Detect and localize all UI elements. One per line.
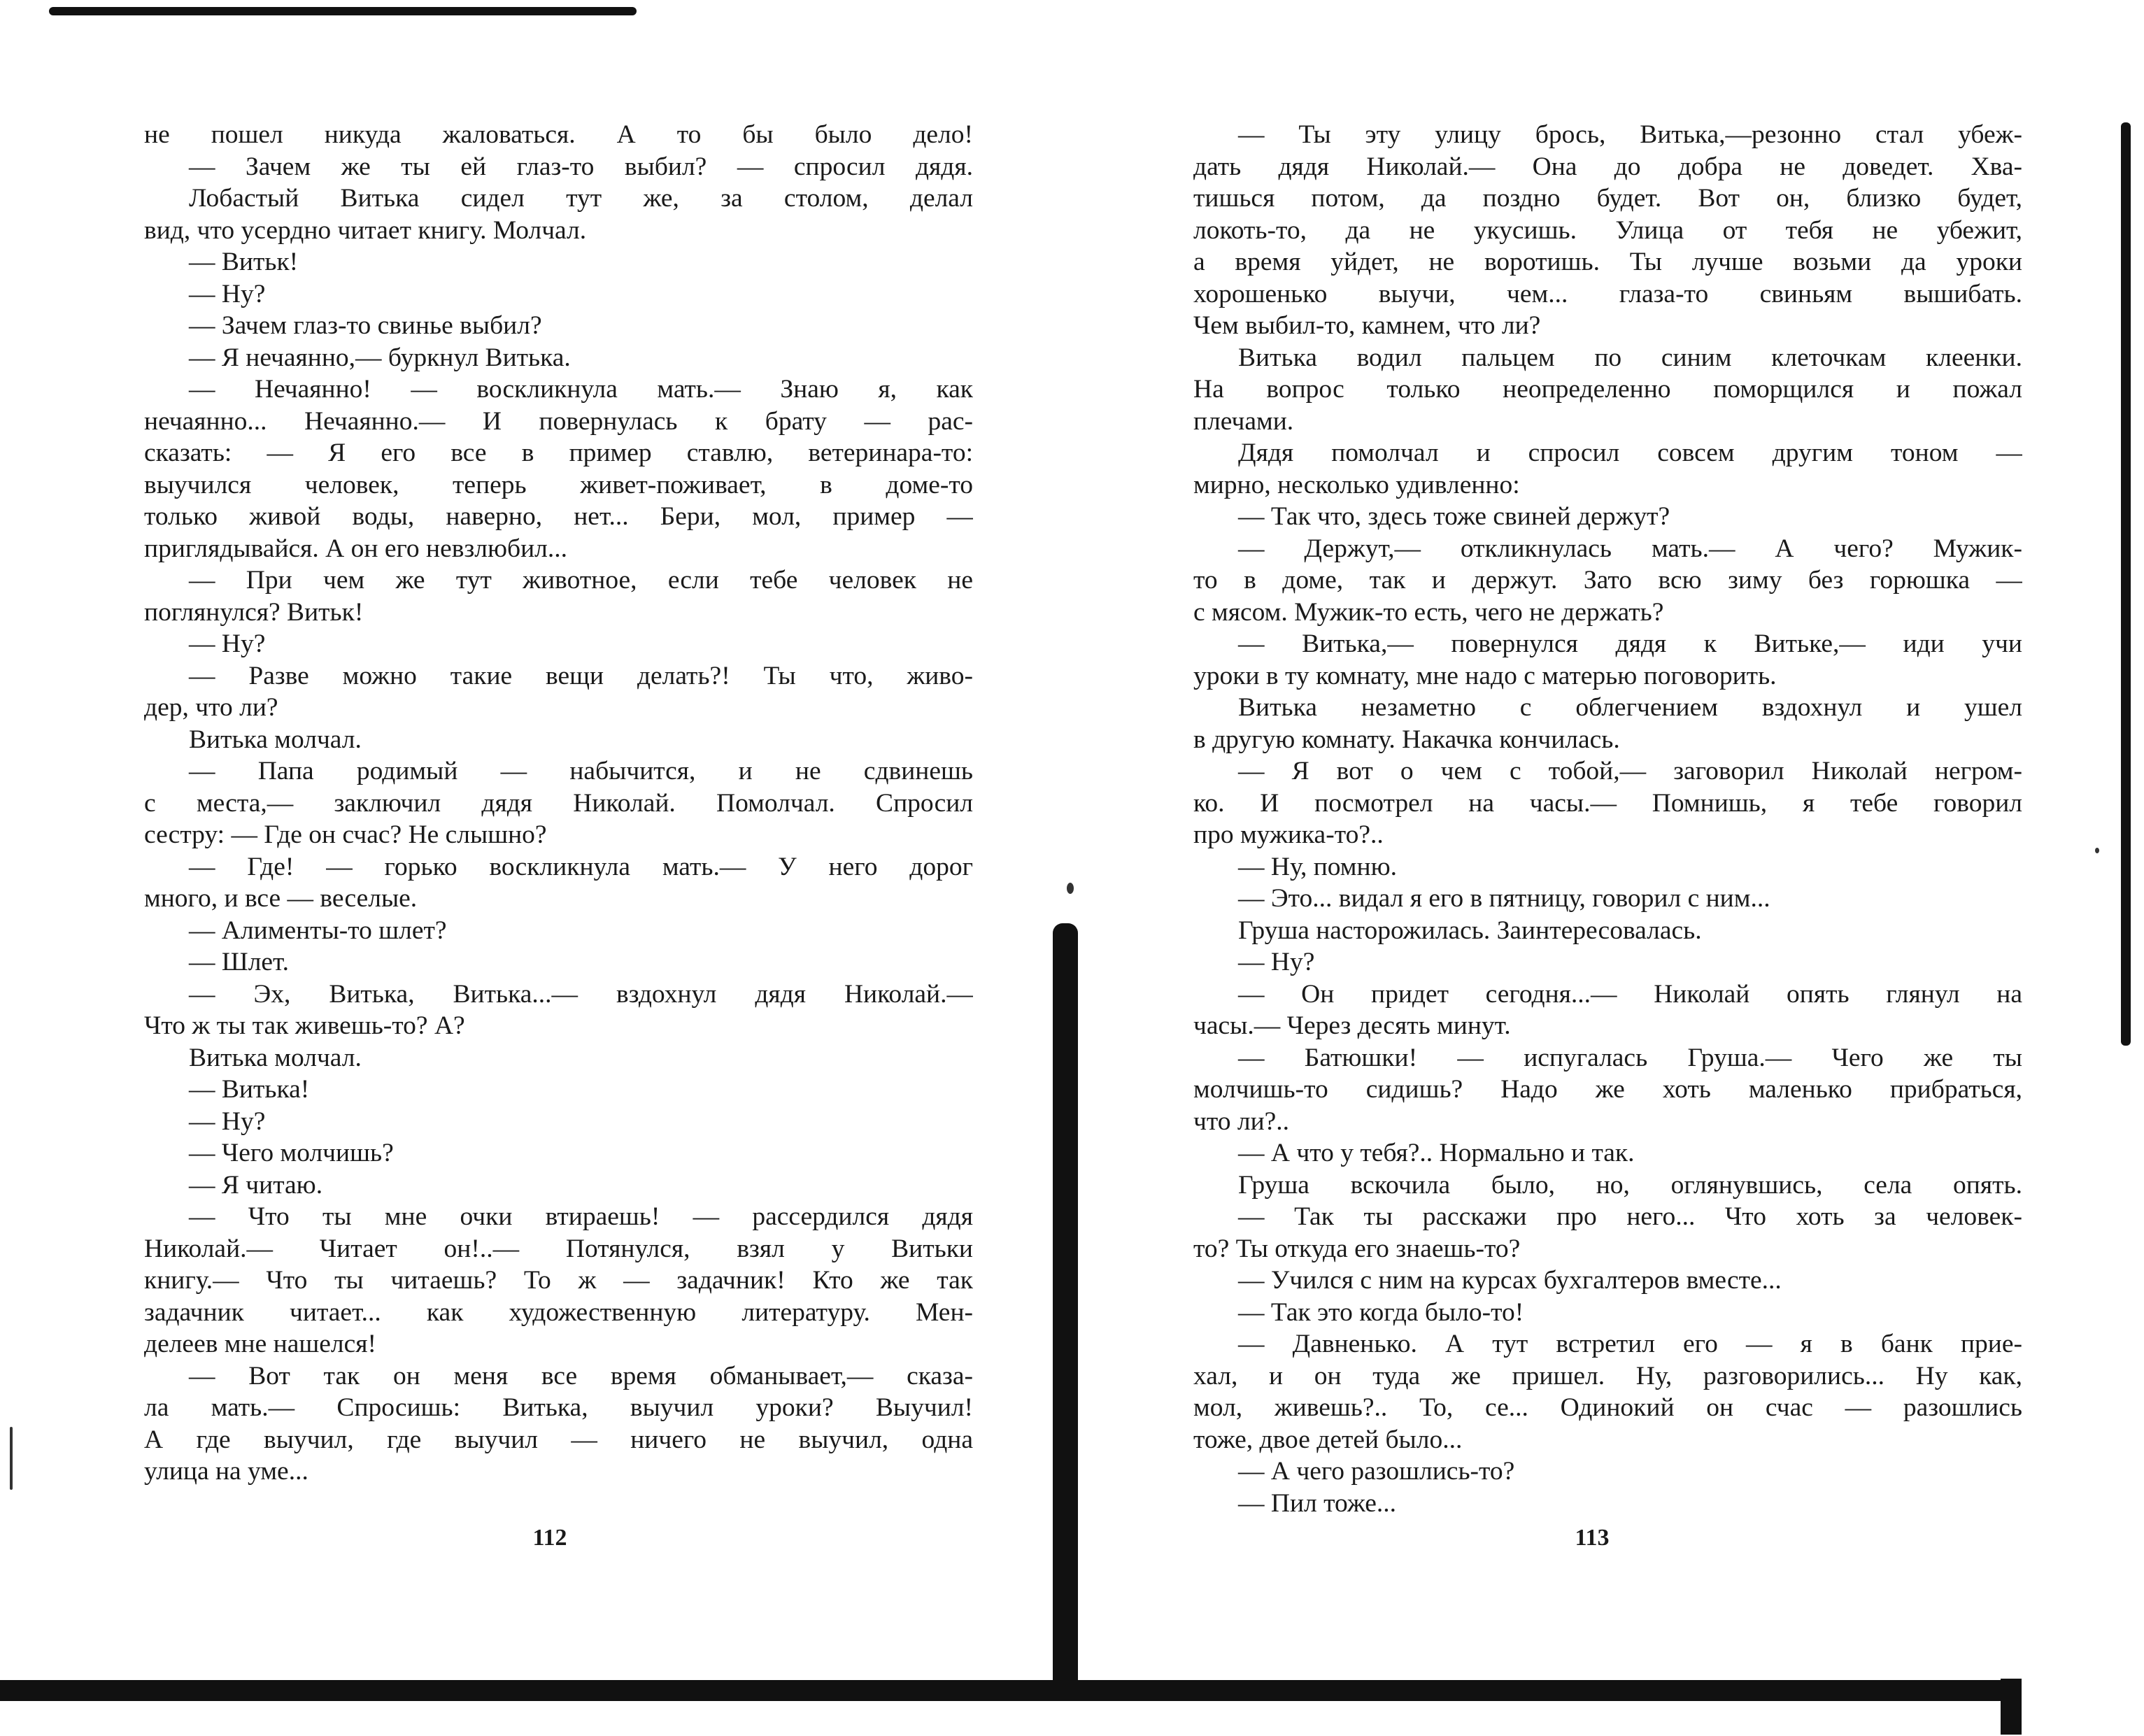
text-line: — Ну? xyxy=(189,629,266,658)
text-line: Витька молчал. xyxy=(189,725,362,754)
text-line: дать дядя Николай.— Она до добра не доведет. Хва- xyxy=(1193,152,2022,181)
text-line: хал, и он туда же пришел. Ну, разговорились... Ну как, xyxy=(1193,1361,2022,1390)
text-line: — Зачем глаз-то свинье выбил? xyxy=(189,311,542,340)
text-line: — Ну? xyxy=(1238,948,1315,976)
text-line: — Так что, здесь тоже свиней держут? xyxy=(1238,502,1670,531)
text-line: — Батюшки! — испугалась Груша.— Чего же ты xyxy=(1238,1043,2022,1072)
text-line: — Витьк! xyxy=(189,248,299,276)
text-line: Витька водил пальцем по синим клеточкам клеенки. xyxy=(1238,343,2022,372)
text-line: часы.— Через десять минут. xyxy=(1193,1011,1511,1040)
text-line: — Шлет. xyxy=(189,948,290,976)
text-line: дер, что ли? xyxy=(144,693,278,722)
text-line: Лобастый Витька сидел тут же, за столом, делал xyxy=(189,184,973,213)
text-line: ко. И посмотрел на часы.— Помнишь, я тебе говорил xyxy=(1193,788,2022,818)
text-line: — Чего молчишь? xyxy=(189,1139,394,1167)
text-line: — При чем же тут животное, если тебе человек не xyxy=(189,566,973,595)
text-line: Груша насторожилась. Заинтересовалась. xyxy=(1238,916,1702,945)
text-line: — Так это когда было-то! xyxy=(1238,1297,1524,1327)
text-line: — Алименты-то шлет? xyxy=(189,916,447,945)
text-line: с мясом. Мужик-то есть, чего не держать? xyxy=(1193,597,1664,627)
text-line: выучился человек, теперь живет-поживает, в доме-то xyxy=(144,470,973,499)
text-line: с места,— заключил дядя Николай. Помолчал. Спросил xyxy=(144,788,973,818)
text-line: сестру: — Где он счас? Не слышно? xyxy=(144,820,547,849)
text-line: — Учился с ним на курсах бухгалтеров вместе... xyxy=(1238,1266,1782,1295)
text-line: — Это... видал я его в пятницу, говорил с ним... xyxy=(1238,884,1770,913)
text-line: поглянулся? Витьк! xyxy=(144,597,364,627)
text-line: — Ну? xyxy=(189,1107,266,1136)
text-line: — Вот так он меня все время обманывает,— сказа- xyxy=(189,1361,973,1390)
text-line: — Давненько. А тут встретил его — я в банк прие- xyxy=(1238,1330,2022,1358)
left-page-text xyxy=(144,119,973,1488)
text-line: мол, живешь?.. То, се... Одинокий он счас — разошлись xyxy=(1193,1393,2022,1422)
text-line: Чем выбил-то, камнем, что ли? xyxy=(1193,311,1541,340)
text-line: — Разве можно такие вещи делать?! Ты что, живо- xyxy=(189,661,973,690)
right-page-number: 113 xyxy=(1575,1525,1610,1551)
text-line: — Держут,— откликнулась мать.— А чего? Мужик- xyxy=(1238,534,2022,563)
text-line: задачник читает... как художественную литературу. Мен- xyxy=(144,1297,973,1327)
text-line: — Он придет сегодня...— Николай опять глянул на xyxy=(1238,979,2022,1009)
text-line: — Так ты расскажи про него... Что хоть за человек- xyxy=(1238,1202,2022,1231)
text-line: Витька молчал. xyxy=(189,1043,362,1072)
right-page-text xyxy=(1193,119,2022,1519)
text-line: делеев мне нашелся! xyxy=(144,1330,376,1358)
text-line: Николай.— Читает он!..— Потянулся, взял у Витьки xyxy=(144,1234,973,1263)
text-line: Дядя помолчал и спросил совсем другим тоном — xyxy=(1238,439,2022,467)
text-line: — Зачем же ты ей глаз-то выбил? — спросил дядя. xyxy=(189,152,973,181)
scan-edge-bottom xyxy=(0,1680,2015,1701)
text-line: — Эх, Витька, Витька...— вздохнул дядя Николай.— xyxy=(189,979,973,1009)
text-line: тоже, двое детей было... xyxy=(1193,1425,1463,1454)
text-line: — Ты эту улицу брось, Витька,—резонно стал убеж- xyxy=(1238,120,2022,149)
text-line: книгу.— Что ты читаешь? То ж — задачник! Кто же так xyxy=(144,1266,973,1295)
left-page-number: 112 xyxy=(532,1525,567,1551)
scan-edge-right xyxy=(2121,122,2131,1046)
text-line: Груша вскочила было, но, оглянувшись, села опять. xyxy=(1238,1170,2022,1200)
text-line: — А что у тебя?.. Нормально и так. xyxy=(1238,1139,1635,1167)
scan-speck xyxy=(10,1427,13,1490)
text-line: — Ну, помню. xyxy=(1238,852,1397,881)
text-line: улица на уме... xyxy=(144,1457,308,1486)
scan-speck xyxy=(2095,848,2099,853)
text-line: — Витька,— повернулся дядя к Витьке,— иди учи xyxy=(1238,629,2022,658)
text-line: — А чего разошлись-то? xyxy=(1238,1457,1515,1486)
text-line: тишься потом, да поздно будет. Вот он, близко будет, xyxy=(1193,184,2022,213)
text-line: ла мать.— Спросишь: Витька, выучил уроки? Выучил! xyxy=(144,1393,973,1422)
text-line: — Я читаю. xyxy=(189,1170,323,1200)
text-line: уроки в ту комнату, мне надо с матерью поговорить. xyxy=(1193,661,1777,690)
text-line: сказать: — Я его все в пример ставлю, ветеринара-то: xyxy=(144,439,973,467)
scan-edge-top xyxy=(49,7,637,15)
text-line: Витька незаметно с облегчением вздохнул и ушел xyxy=(1238,693,2022,722)
text-line: в другую комнату. Накачка кончилась. xyxy=(1193,725,1620,754)
text-line: много, и все — веселые. xyxy=(144,884,418,913)
text-line: — Ну? xyxy=(189,279,266,308)
text-line: нечаянно... Нечаянно.— И повернулась к брату — рас- xyxy=(144,406,973,436)
text-line: — Где! — горько воскликнула мать.— У него дорог xyxy=(189,852,973,881)
text-line: хорошенько выучи, чем... глаза-то свиньям вышибать. xyxy=(1193,279,2022,308)
scan-edge-bottom-right xyxy=(2001,1679,2022,1735)
text-line: что ли?.. xyxy=(1193,1107,1290,1136)
text-line: — Что ты мне очки втираешь! — рассердился дядя xyxy=(189,1202,973,1231)
book-spine-gutter xyxy=(1053,923,1078,1686)
text-line: — Витька! xyxy=(189,1075,310,1104)
text-line: — Я вот о чем с тобой,— заговорил Николай негром- xyxy=(1238,757,2022,785)
text-line: приглядывайся. А он его невзлюбил... xyxy=(144,534,567,563)
text-line: про мужика-то?.. xyxy=(1193,820,1384,849)
text-line: — Я нечаянно,— буркнул Витька. xyxy=(189,343,571,372)
text-line: молчишь-то сидишь? Надо же хоть маленько прибраться, xyxy=(1193,1075,2022,1104)
text-line: локоть-то, да не укусишь. Улица от тебя не убежит, xyxy=(1193,215,2022,245)
text-line: На вопрос только неопределенно поморщился и пожал xyxy=(1193,375,2022,404)
text-line: плечами. xyxy=(1193,406,1294,436)
text-line: вид, что усердно читает книгу. Молчал. xyxy=(144,215,587,245)
text-line: — Папа родимый — набычится, и не сдвинешь xyxy=(189,757,973,785)
text-line: А где выучил, где выучил — ничего не выучил, одна xyxy=(144,1425,973,1454)
text-line: мирно, несколько удивленно: xyxy=(1193,470,1520,499)
text-line: Что ж ты так живешь-то? А? xyxy=(144,1011,465,1040)
text-line: — Пил тоже... xyxy=(1238,1488,1397,1518)
text-line: то в доме, так и держут. Зато всю зиму без горюшка — xyxy=(1193,566,2022,595)
text-line: только живой воды, наверно, нет... Бери, мол, пример — xyxy=(144,502,973,531)
text-line: — Нечаянно! — воскликнула мать.— Знаю я, как xyxy=(189,375,973,404)
text-line: а время уйдет, не воротишь. Ты лучше возьми да уроки xyxy=(1193,248,2022,276)
text-line: не пошел никуда жаловаться. А то бы было дело! xyxy=(144,120,973,149)
text-line: то? Ты откуда его знаешь-то? xyxy=(1193,1234,1521,1263)
scan-speck xyxy=(1067,883,1074,894)
